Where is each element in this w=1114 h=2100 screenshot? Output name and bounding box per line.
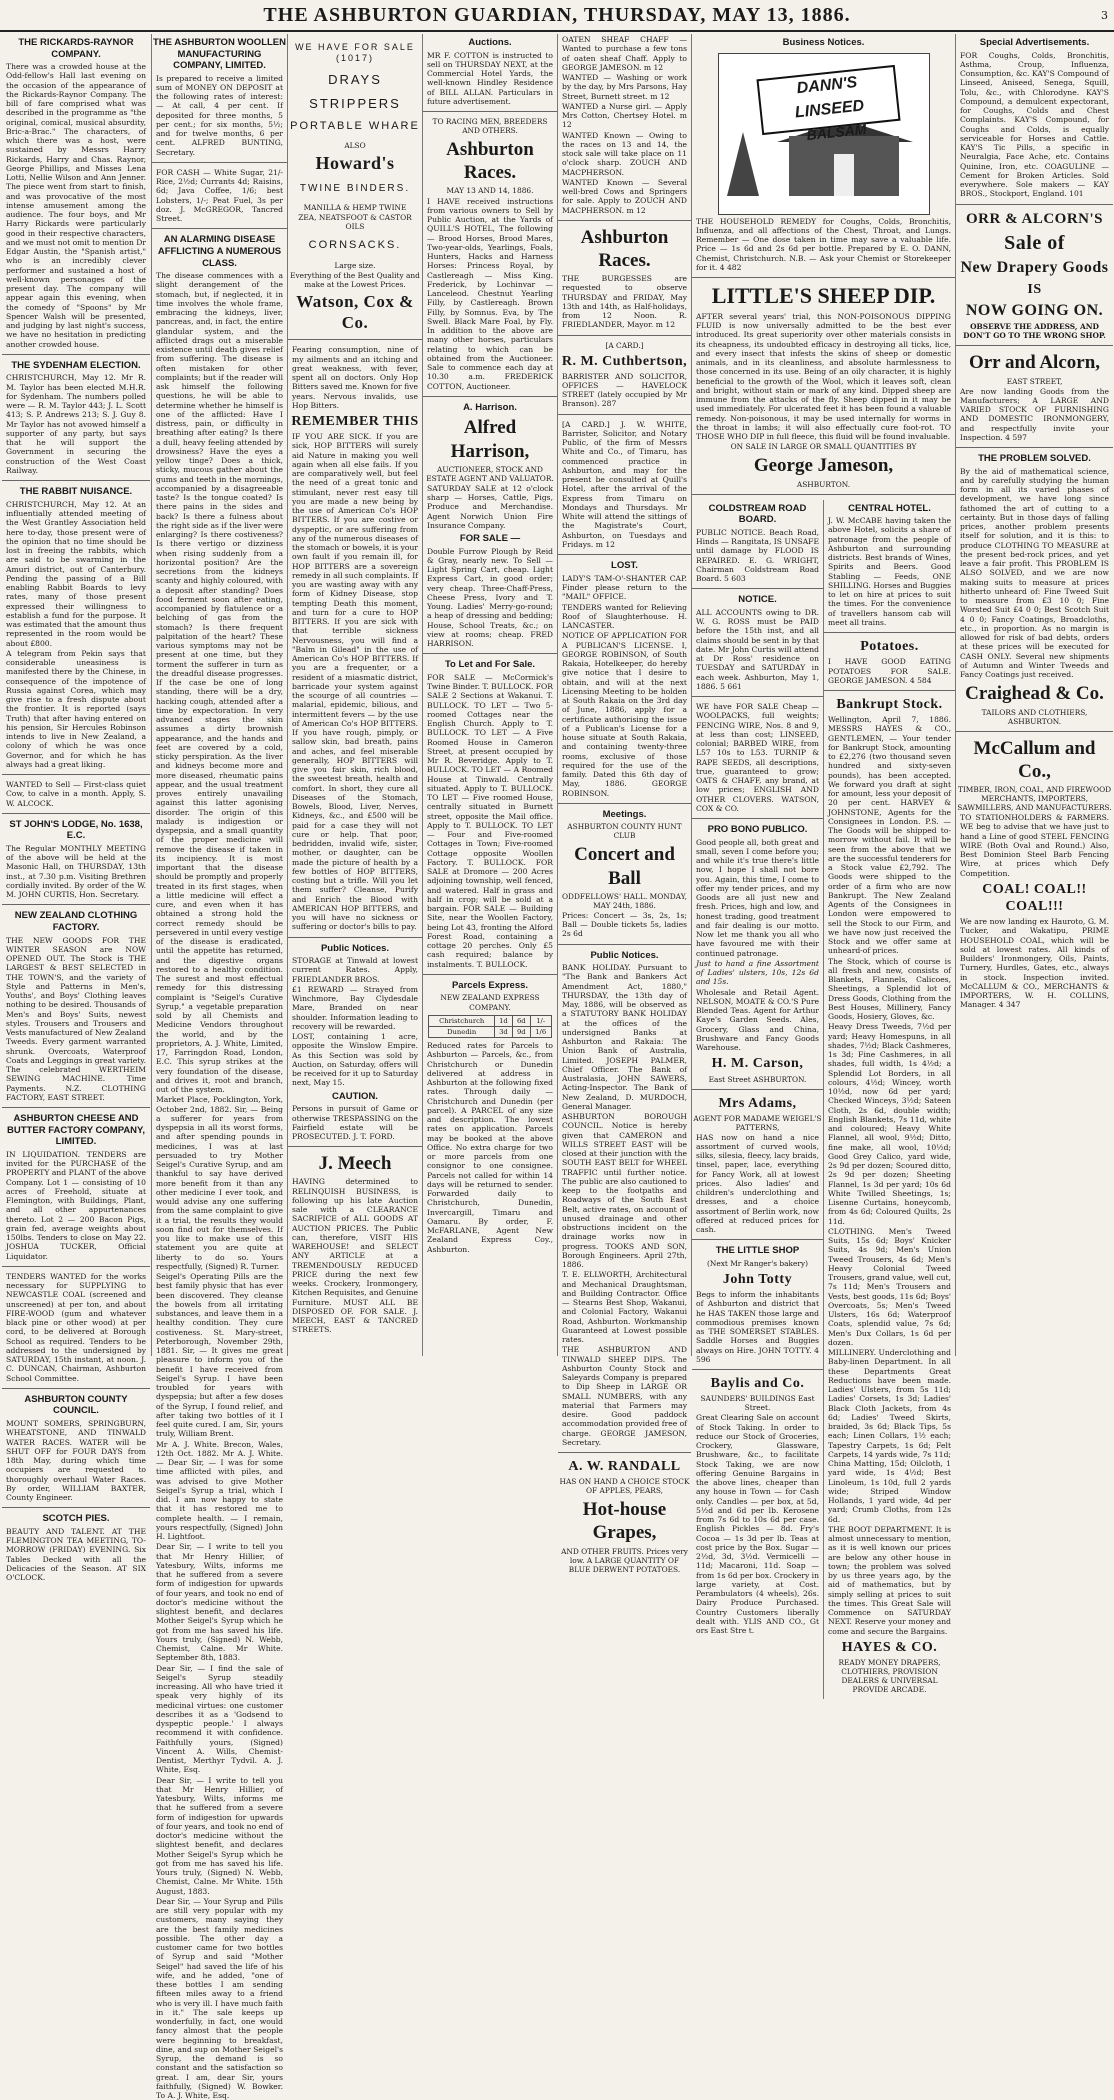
ad-body: WANTED to Sell — First-class quiet Cow, to calve in a month. Apply, S. W. ALCOCK. <box>6 780 146 808</box>
orr-alcorn-sale-ad <box>956 210 1113 347</box>
ad-body: Begs to inform the inhabitants of Ashburton and district that he HAS TAKEN those large and commodious premises known as THE SOMERSET STABLES. Saddle Horses and Buggies always on Hire. JOHN TOTTY. 4 596 <box>696 1290 819 1364</box>
price-list: Heavy Dress Tweeds, 7½d per yard; Heavy Homespuns, in all shades, 7½d; Black Cashmeres, 1s 3d; Fine Cashmeres, in all shades, full width, 1s 4½d; a Splendid Lot Borders, in all colours, 4½d; Wincey, worth 10½d, now 6d per yard; Checked Winceys, 3½d; Sateen Cloth, 2s 6d, double width; English Blankets, 7s 11d, white and coloured; Heavy White Flannel, all wool, 9½d; Ditto, fine make, all wool, 10½d; Good Grey Calico, yard wide, 2s 9d per dozen; Scoured ditto, 2s 9d per dozen; Sheeting Flannel, 1s 3d per yard; 10s 6d White Twilled Sheetings, 1s; Lisenne Curtains, honeycomb, from 4s 6d; Coloured Quilts, 2s 11d. <box>828 1022 951 1226</box>
ad-body: FOR CASH — White Sugar, 21/- Rice, 2½d; Currants 4d; Raisins, 6d; Java Coffee, 1/6; best Lobsters, 1/-; Peat Fuel, 3s per doz. J. McGREGOR, Tancred Street. <box>156 167 283 224</box>
column-1 <box>2 34 150 1583</box>
ad-headline: FOR SALE — <box>459 533 521 544</box>
notice-headline: THE ASHBURTON WOOLLEN MANUFACTURING COMPANY, LIMITED. <box>153 37 286 72</box>
ad-headline: Potatoes. <box>860 639 919 655</box>
ad-line: DRAYS <box>328 71 382 87</box>
ad-body: AFTER several years' trial, this NON-POISONOUS DIPPING FLUID is now universally admitted to be the best ever introduced. Its great superiority over other materials consists in its cheapness, its undoubted efficacy in destroying all ticks, lice, and every insect that infests the skins of sheep or domestic animals, and in its cleanliness, and absolute harmlessness to those concerned in its use. Being of an oily character, it is highly beneficial to the growth of the Wool, which it leaves soft, clean and bright, without stain or mark of any kind. Dipped sheep are immune from the attacks of the fly. Sheep dipped in it may be used immediately. For ulcerated feet it has been found a valuable remedy. Non-poisonous, it may be used internally for worms in the throat in lambs; it will also effectually cure foot-rot. TO THOSE WHO DIP in full fleece, this fluid will be found invaluable. <box>696 311 951 442</box>
parcels-express-ad <box>423 980 557 1254</box>
article-body: CHRISTCHURCH, May 12. Mr R. M. Taylor has been elected M.H.R. for Sydenham. The numbers polled were — R. M. Taylor 443; J. L. Scott 413; S. P. Andrews 213; S. J. Guy 8. Mr Taylor has not avowed himself a supporter of any party, but says that he will support the Government in securing the construction of the West Coast Railway. <box>6 373 146 475</box>
craighead-tailor-ad <box>956 453 1113 732</box>
ad-body: Great Clearing Sale on account of Stock Taking. In order to reduce our Stock of Groceries, Crockery, Glassware, Brushware, &c., to facilitate Stock Taking, we are now offering Genuine Bargains in the above lines, cheaper than any house in Town — for Cash only. Candles — per box, at 5d, 5½d and 6d per lb. Kerosene from 7s 6d to 10s 6d per case. English Pickles — 8d. Fry's Cocoa — 1s 3d per lb. Teas at cost price by the Box. Sugar — 2½d, 3d, 3½d. Vermicelli — 11d; Macaroni, 11d. Soap — from 1s 6d per box. Crockery in large variety, at Cost. Perambulators (4 wheels), 26s. Dairy Produce Purchased. Country Customers liberally dealt with. YLIS AND CO., Gt ors East Stre t. <box>696 1413 819 1636</box>
table-row <box>429 1015 551 1026</box>
ad-line: ALSO <box>344 141 366 151</box>
sydenham-election-article <box>2 360 150 481</box>
accounts-notice <box>692 594 823 697</box>
notice-body: PUBLIC NOTICE. Beach Road, Hinds — Rangitata, IS UNSAFE until damage by FLOOD IS REPAIRED. E. G. WRIGHT, Chairman Coldstream Road Board. 5 603 <box>696 527 819 584</box>
event-date: ODDFELLOWS' HALL. MONDAY, MAY 24th, 1886. <box>562 891 687 910</box>
ad-line: PORTABLE WHARE <box>290 119 420 132</box>
ad-body: WANTED a Nurse girl. — Apply Mrs Cotton, Chertsey Hotel. m 12 <box>562 101 687 130</box>
central-hotel-ad <box>824 503 955 634</box>
potatoes-ad <box>824 638 955 691</box>
notice-headline: LOST. <box>611 560 638 572</box>
advertiser-name: Craighead & Co. <box>965 683 1104 705</box>
notice-headline: CAUTION. <box>332 1090 378 1102</box>
section-heading: Auctions. <box>468 37 512 48</box>
advertiser-name: Watson, Cox & Co. <box>296 291 414 332</box>
harrison-auctioneer-ad <box>423 402 557 655</box>
advertiser-name: A. W. RANDALL <box>568 1459 681 1475</box>
ad-body: I HAVE GOOD EATING POTATOES FOR SALE. GEORGE JAMESON. 4 584 <box>828 657 951 685</box>
cow-for-sale-ad <box>2 780 150 814</box>
little-shop-ad <box>692 1245 823 1370</box>
woolpacks-ad <box>692 702 823 819</box>
ad-foot: ON SALE IN LARGE OR SMALL QUANTITIES BY <box>730 442 917 452</box>
carson-ad <box>692 824 823 1089</box>
ad-body: Are now landing Goods from the Manufacturers; A LARGE AND VARIED STOCK OF FURNISHING AND DOMESTIC IRONMONGERY, and respectfully invite your Inspection. 4 597 <box>960 386 1109 442</box>
card-body: [A CARD.] J. W. WHITE, Barrister, Solicitor, and Notary Public, of the firm of Messrs White and Co., of Timaru, has commenced practice in Ashburton, and may for the present be consulted at Quill's Hotel, after the arrival of the Express from Timaru on Mondays and Thursdays. Mr White will attend the sittings of the Magistrate's Court, Ashburton, on Tuesdays and Fridays. m 12 <box>562 419 687 549</box>
to-let-section <box>423 659 557 975</box>
card-body: BARRISTER AND SOLICITOR, OFFICES — HAVELOCK STREET (lately occupied by Mr Branson). 287 <box>562 371 687 409</box>
coal-tender-notice <box>2 1272 150 1389</box>
ad-subhead: (Next Mr Ranger's bakery) <box>707 1259 808 1269</box>
testimonial: Dear Sir, — I write to tell you that Mr Henry Hillier, of Yatesbury, Wilts, informs me that he suffered from a severe form of indigestion for upwards of four years, and took no end of doctor's medicine without the slightest benefit, and declares Mother Seigel's Syrup which he got from me has saved his life. Yours truly, (Signed) N. Webb, Chemist, Calne. Mr White. September 8th, 1883. <box>156 1542 283 1663</box>
article-headline: THE SYDENHAM ELECTION. <box>11 359 141 371</box>
table-cell: 1d <box>494 1015 512 1026</box>
ad-headline: COAL! COAL!! COAL!!! <box>982 881 1087 914</box>
ad-body: Fearing consumption, nine of my ailments and an itching and great weakness, with fever, spent all on doctors. Only Hop Bitters saved me. Known for five years. Nervous invalids, use Hop Bitters. <box>292 345 418 410</box>
cuthbertson-card <box>558 341 691 415</box>
event-prices: Prices: Concert — 3s, 2s, 1s; Ball — Double tickets 5s, ladies 2s 6d <box>562 910 687 939</box>
ad-line: MANILLA & HEMP TWINE <box>303 203 407 213</box>
table-cell: Dunedin <box>429 1026 495 1037</box>
ad-line: Sale of <box>1004 231 1065 254</box>
article-body: A telegram from Pekin says that considerable uneasiness is manifested there by the Chinese, in consequence of the impotence of Russia against Corea, which may give rise to a fresh dispute about the frontier. It is reported (says Truth) that after having entered on his pension, Sir Hercules Robinson intends to live in New Zealand, a colony of which he was once Governor, and for which he has always had a great liking. <box>6 648 146 769</box>
ad-line: IS <box>1027 281 1042 297</box>
hop-bitters-ad <box>288 345 422 937</box>
ad-line: WE HAVE FOR SALE (1017) <box>295 42 415 63</box>
article-headline: THE RABBIT NUISANCE. <box>19 486 133 498</box>
advertiser-name: George Jameson, <box>753 455 894 477</box>
ad-headline: ASHBURTON CHEESE AND BUTTER FACTORY COMPANY, LIMITED. <box>7 1113 145 1148</box>
notice-body: Persons in pursuit of Game or otherwise TRESPASSING on the Fairfield estate will be PROSECUTED. J. T. FORD. <box>292 1104 418 1142</box>
ad-body: WE have FOR SALE Cheap — WOOLPACKS, full weights; FENCING WIRE, Nos. 8 and 9, at less than cost; LINSEED, colonial; BARBED WIRE, from L57 10s to L53. TURNIP & RAPE SEEDS, all descriptions, true, guaranteed to grow; OATS & CHAFF, any brand, at low prices; ENGLISH AND OTHER CLOVERS. WATSON, COX & CO. <box>696 702 819 813</box>
notice-headline: ASHBURTON COUNTY COUNCIL. <box>24 1393 128 1417</box>
table-cell: 6d <box>512 1015 530 1026</box>
page-number: 3 <box>1101 9 1108 22</box>
randall-fruit-ad <box>558 1458 691 1574</box>
auctions-section <box>423 37 557 112</box>
lost-notice <box>558 560 691 804</box>
ad-headline: LITTLE'S SHEEP DIP. <box>711 283 936 309</box>
section-heading: To Let and For Sale. <box>444 659 536 671</box>
ad-body: SATURDAY SALE at 12 o'clock sharp — Horses, Cattle, Pigs, Produce and Merchandise. Agent Norwich Union Fire Insurance Company. <box>427 483 553 530</box>
sign-line-2: LINSEED <box>793 96 865 122</box>
notice-body: THE BURGESSES are requested to observe THURSDAY and FRIDAY, May 13th and 14th, as Half-holidays, from 12 Noon. R. FRIEDLANDER, Mayor. m 12 <box>562 274 687 330</box>
table-row <box>429 1026 551 1037</box>
white-solicitor-card <box>558 420 691 556</box>
notice-body: ASHBURTON BOROUGH COUNCIL. Notice is hereby given that CAMERON and WILLS STREET EAST will be closed at their junction with the SOUTH EAST BELT for WHEEL TRAFFIC until further notice. The public are also cautioned to keep to the footpaths and Roadways of the South East Belt, active rates, on account of unused drainage and other obstructions incident on the drainage works now in progress. TOOKS AND SON, Borough Engineers. April 27th, 1886. <box>562 1112 687 1270</box>
ad-line: OBSERVE THE ADDRESS, AND DON'T GO TO THE WRONG SHOP. <box>963 322 1106 341</box>
ad-line: Everything of the Best Quality and make at the Lowest Prices. <box>290 270 420 289</box>
advertiser-location: ASHBURTON. <box>796 479 851 489</box>
meech-clearance-ad <box>288 1152 422 1334</box>
kays-compound-ad <box>956 37 1113 205</box>
ad-headline: AN ALARMING DISEASE AFFLICTING A NUMEROUS CLASS. <box>157 234 282 269</box>
ad-line: ZEA, NEATSFOOT & CASTOR OILS <box>298 213 412 232</box>
balsam-illustration <box>718 53 930 215</box>
table-cell: 1/- <box>530 1015 551 1026</box>
ad-subhead: TAILORS AND CLOTHIERS, ASHBURTON. <box>981 707 1088 726</box>
table-cell: Christchurch <box>429 1015 495 1026</box>
ad-body: HAVING determined to RELINQUISH BUSINESS, is following up his late Auction sale with a CLEARANCE SACRIFICE of ALL GOODS AT AUCTION PRICES. The Public can, therefore, VISIT HIS WAREHOUSE! and SELECT ANY ARTICLE at a TREMENDOUSLY REDUCED PRICE during the next few weeks. Crockery, Ironmongery, Kitchen Requisites, and Genuine Furniture. MUST ALL BE DISPOSED OF. FOR SALE. J. MEECH, EAST & TANCRED STREETS. <box>292 1177 418 1335</box>
ad-body: THE BOOT DEPARTMENT. It is almost unnecessary to mention, as it is well known our prices are below any other house in town; the problem was solved by us three years ago, by the aid of mathematics, but by simply selling at prices to suit the times. This Great Sale will Commence on SATURDAY NEXT. Reserve your money and come and secure the Bargains. <box>828 1524 951 1636</box>
tree-shape <box>727 132 759 196</box>
ad-line: New Drapery Goods <box>960 259 1109 277</box>
notice-headline: NOTICE. <box>738 594 777 606</box>
masthead <box>0 0 1114 32</box>
ad-feature: Hot-house Grapes, <box>582 1499 667 1544</box>
ad-body: THE HOUSEHOLD REMEDY for Coughs, Colds, Bronchitis, Influenza, and all affections of the Chest, Throat, and Lungs. Remember — One dose taken in time may save a valuable life. Price — 1s 6d and 2s 6d per bottle. Prepared by E. O. DANN, Chemist, Christchurch. N.B. — Ask your Chemist or Storekeeper for it. 4 482 <box>696 216 951 272</box>
door-shape <box>834 154 854 196</box>
baylis-ad <box>692 1375 823 1635</box>
notice-headline: COLDSTREAM ROAD BOARD. <box>708 502 807 526</box>
card-label: [A CARD.] <box>605 340 644 350</box>
notice-body: STORAGE at Tinwald at lowest current Rates. Apply, FRIEDLANDER BROS. <box>292 956 418 984</box>
races-holiday-notice <box>558 226 691 336</box>
advertiser-name: HAYES & CO. <box>841 1639 938 1655</box>
sign-line-1: DANN'S <box>795 73 858 97</box>
section-heading: Public Notices. <box>320 942 390 954</box>
notice-headline: ST JOHN'S LODGE, No. 1638, E.C. <box>9 818 143 842</box>
ad-line: NOW GOING ON. <box>965 301 1104 319</box>
ad-headline: NEW ZEALAND CLOTHING FACTORY. <box>14 910 138 934</box>
masthead-title: THE ASHBURTON GUARDIAN, THURSDAY, MAY 13, 1886. <box>263 4 851 26</box>
advertiser-name: John Totty <box>722 1272 793 1288</box>
advertiser-name: Orr and Alcorn, <box>968 352 1101 374</box>
notice-body: LADY'S TAM-O'-SHANTER CAP. Finder please return to the "MAIL" OFFICE. <box>562 573 687 602</box>
ad-headline: THE LITTLE SHOP <box>715 1245 800 1257</box>
ad-subhead: TIMBER, IRON, COAL, AND FIREWOOD MERCHANTS, IMPORTERS, SAWMILLERS, AND MANUFACTURERS. <box>957 785 1112 813</box>
ad-body: The disease commences with a slight derangement of the stomach, but, if neglected, it in time involves the whole frame, embracing the kidneys, liver, pancreas, and, in fact, the entire glandular system, and the afflicted drags out a miserable existence until death gives relief from suffering. The disease is often mistaken for other complaints; but if the reader will ask himself the following questions, he will be able to determine whether he himself is one of the afflicted: Have I distress, pain, or difficulty in breathing after eating? Is there a dull, heavy feeling attended by drowsiness? Have the eyes a yellow tinge? Does a thick, sticky, mucous gather about the gums and teeth in the mornings, accompanied by a disagreeable taste? Is the tongue coated? Is there pains in the sides and back? Is there a fulness about the right side as if the liver were enlarging? Is there costiveness? Is there vertigo or dizziness when rising suddenly from a horizontal position? Are the secretions from the kidneys scanty and highly coloured, with a deposit after standing? Does food ferment soon after eating, accompanied by flatulence or a belching of gas from the stomach? Is there frequent palpitation of the heart? These various symptoms may not be present at one time, but they torment the sufferer in turn as the dreadful disease progresses. If the case be one of long standing, there will be a dry, hacking cough, attended after a time by expectoration. In very advanced stages the skin assumes a dirty brownish appearance, and the hands and feet are covered by a cold, sticky perspiration. As the liver and kidneys become more and more diseased, rheumatic pains appear, and the usual treatment proves entirely unavailing against this latter agonising disorder. The origin of this malady is indigestion or dyspepsia, and a small quantity of the proper medicine will remove the disease if taken in its incipiency. It is most important that the disease should be promptly and properly treated in its first stages, when a little medicine will effect a cure, and even when it has obtained a strong hold the correct remedy should be persevered in until every vestige of the disease is eradicated, until the appetite has returned, and the digestive organs restored to a healthy condition. The surest and most effectual remedy for this distressing complaint is "Seigel's Curative Syrup," a vegetable preparation sold by all Chemists and Medicine Vendors throughout the world, and by the proprietors, A. J. White, Limited, 17, Farringdon Road, London, E.C. This syrup strikes at the very foundation of the disease, and drives it, root and branch, out of the system. <box>156 271 283 1095</box>
watson-cox-ad <box>288 42 422 340</box>
ad-body: The Stock, which of course is all fresh and new, consists of Blankets, Flannels, Calicoes, Sheetings, a Splendid lot of Dress Goods, Clothing from the Best Houses, Millinery, Fancy Goods, Hosiery, Gloves, &c. <box>828 956 951 1022</box>
price-list: MILLINERY. Underclothing and Baby-linen Department. In all these Departments Great Reductions have been made. Ladies' Ulsters, from 5s 11d; Ladies' Corsets, 1s 3d; Ladies' Black Cloth Jackets, from 4s 6d; Ladies' Tweed Skirts, braided, 3s 6d; Black Tips, 5s each; Linen Collars, 1½ each; Tapestry Carpets, 1s 6d; Felt Carpets, 14 yards wide, 7s 11d; China Matting, 15d; Oilcloth, 1 yard wide, 1s 4½d; Best Linoleum, 1s 10d, full 2 yards wide; Striped Window Hollands, 1 yard wide, 4d per yard; Crumb Cloths, from 12s 6d. <box>828 1348 951 1524</box>
testimonial: Seigel's Operating Pills are the best family physic that has ever been discovered. They cleanse the bowels from all irritating substances, and leave them in a healthy condition. They cure costiveness. St. Mary-street, Peterborough, November 29th, 1881. Sir, — It gives me great pleasure to inform you of the benefit I have received from Seigel's Syrup. I have been troubled for years with dyspepsia; but after a few doses of the Syrup, I found relief, and after taking two bottles of it I feel quite cured. I am, Sir, yours truly, William Brent. <box>156 1272 283 1439</box>
ad-body: OATEN SHEAF CHAFF — Wanted to purchase a few tons of oaten sheaf Chaff. Apply to GEORGE JAMESON. m 12 <box>562 35 687 72</box>
testimonial: Market Place, Pocklington, York, October 2nd, 1882. Sir, — Being a sufferer for years from dyspepsia in all its worst forms, and after spending pounds in medicines, I was at last persuaded to try Mother Seigel's Curative Syrup, and am thankful to say have derived more benefit from it than any other medicine I ever took, and would advise any one suffering from the same complaint to give it a trial, the results they would soon find out for themselves. If you like to make use of this statement you are quite at liberty to do so. Yours respectfully, (Signed) R. Turner. <box>156 1095 283 1271</box>
notice-body: T. E. ELLWORTH, Architectural and Mechanical Draughtsman, and Building Contractor. Office — Stearns Best Shop, Wakanui, and Colonial Factory, Wakanui Road, Ashburton. Workmanship Guaranteed at Lowest possible rates. <box>562 1270 687 1345</box>
article-body: There was a crowded house at the Odd-fellow's Hall last evening on the occasion of the appearance of the Rickards-Raynor Company. The bill of fare comprised what was described in the programme as "the original, comical, musical absurdity, Bric-a-Brac." The characters, of which there was a host, were sustained by Messrs Harry Rickards, Harry and Chas. Raynor, George Phillips, and Misses Lena Lotti, Nellie Wilson and Ann Jenner. The piece went from start to finish, and was provocative of the most intense amusement among the audience. The four boys, and Mr Harry Rickards were particularly good in their respective characters, and we must not omit to mention Dr Edgar Austin, the "Spanish artist," who is an incredibly clever performer and sustained a host of well-known personages of the present day. The company will appear again this evening, when the comedy of "Spoons" by Mr Spencer Walsh will be presented, and judging by last night's success, we have no hesitation in predicting another crowded house. <box>6 62 146 349</box>
road-board-notice <box>692 503 823 590</box>
mccallum-ad <box>956 737 1113 1010</box>
woollen-company-notice <box>152 37 287 163</box>
notice-body: £1 REWARD — Strayed from Winchmore, Bay Clydesdale Mare, Branded on near shoulder. Information leading to recovery will be rewarded. <box>292 984 418 1031</box>
dann-balsam-ad <box>692 37 955 278</box>
grocery-cash-ad <box>152 168 287 230</box>
ad-subhead: AGENT FOR MADAME WEIGEL'S PATTERNS, <box>693 1113 822 1132</box>
county-council-notice <box>2 1394 150 1508</box>
ad-subhead: NEW ZEALAND EXPRESS COMPANY. <box>440 993 540 1012</box>
seigel-syrup-ad <box>152 234 287 2100</box>
notice-body: TENDERS wanted for Relieving Roof of Slaughterhouse. H. LANCASTER. <box>562 602 687 631</box>
section-heading: Public Notices. <box>590 949 659 961</box>
ad-body: HAS ON HAND A CHOICE STOCK OF APPLES, PEARS, <box>559 1477 690 1496</box>
ad-line: CORNSACKS. <box>308 239 402 252</box>
cheese-factory-tender <box>2 1113 150 1267</box>
ad-subhead: SAUNDERS' BUILDINGS East Street. <box>700 1394 815 1413</box>
bankrupt-stock-ad <box>824 696 955 1694</box>
price-list: CLOTHING. Men's Tweed Suits, 15s 6d; Boys' Knicker Suits, 4s 9d; Men's Union Tweed Trousers, 4s 6d; Men's Heavy Colonial Tweed Trousers, grand value, well cut, 7s 11d; Men's Trousers and Vests, best goods, 11s 6d; Boys' Overcoats, 5s; Men's Tweed Ulsters, 16s 6d; Waterproof Coats, splendid value, 7s 6d; Men's Dux Collars, 1s 6d per dozen. <box>828 1226 951 1347</box>
advertiser-name: McCallum and Co., <box>973 737 1096 782</box>
section-heading: Business Notices. <box>782 37 865 48</box>
ad-body: Good people all, both great and small, seven I come before you; and while it's true there's little now, I hope I shall not bore you. Again, this time, I come to offer my tender prices, and my Goods are all just new and fresh. Prices, high and low, and honest trading, good treatment and fair dealing is our motto. Now let me thank you all who have favoured me with their continued patronage. <box>696 837 819 958</box>
testimonial: Dear Sir, — I write to tell you that Mr Henry Hillier, of Yatesbury, Wilts, informs me that he suffered from a severe form of indigestion for upwards of four years, and took no end of doctor's medicine without the slightest benefit, and declares Mother Seigel's Syrup which he got from me has saved his life. Yours truly, (Signed) N. Webb, Chemist, Calne. Mr White. 15th August, 1883. <box>156 1775 283 1896</box>
wanted-ads <box>558 35 691 221</box>
rabbit-nuisance-article <box>2 486 150 775</box>
event-name: Concert and Ball <box>574 844 675 889</box>
ad-headline: PRO BONO PUBLICO. <box>707 824 808 836</box>
advertiser-location: East Street ASHBURTON. <box>708 1074 807 1084</box>
ad-body: WANTED Known — Several well-bred Cows and Springers for sale. Apply to ZOUCH AND MACPHERSON. m 12 <box>562 177 687 215</box>
ad-body: TENDERS WANTED for the works necessary for SUPPLYING to NEWCASTLE COAL (screened and unscreened) at per ton, and about FIRE-WOOD (gum and whatever black pine or other wood) at per cord, to be delivered at Borough School as required. Tenders to be addressed to the undersigned by SATURDAY, 15th instant, at noon. J. C. DUNCAN, Chairman, Ashburton School Committee. <box>6 1271 146 1383</box>
advertiser-name: H. M. Carson, <box>711 1056 804 1072</box>
ad-headline: SCOTCH PIES. <box>42 1513 110 1525</box>
auction-dates: MAY 13 AND 14, 1886. <box>446 186 534 196</box>
ad-headline: THE PROBLEM SOLVED. <box>978 453 1091 465</box>
concert-ball-notice <box>558 809 691 945</box>
orr-alcorn-ironmongery-ad <box>956 351 1113 448</box>
auction-headline: Ashburton Races. <box>446 139 534 184</box>
public-notices-2 <box>558 950 691 1454</box>
notice-headline: Ashburton Races. <box>580 226 669 271</box>
column-6 <box>691 34 955 1695</box>
notice-body: The Regular MONTHLY MEETING of the above will be held at the Masonic Hall, on THURSDAY, 13th inst., at 7.30 p.m. Visiting Brethren cordially invited. By order of the W. M. JOHN CURTIS, Hon. Secretary. <box>6 843 146 900</box>
ad-body: HAS now on hand a nice assortment of curved wools, silks, silesia, fleecy, lacy braids, tinsel, paper, lace, everything for Fancy Work, all at lowest prices. Also ladies' and children's underclothing and dresses, and a choice assortment of Berlin work, now offered at reduced prices for cash. <box>696 1132 819 1235</box>
clothing-factory-ad <box>2 910 150 1108</box>
article-body: CHRISTCHURCH, May 12. At an influentially attended meeting of the West Grantley Association held here to-day, those present were of the opinion that no time should be lost in freeing the rabbits, which are said to be swarming in the Amuri district, out of Canterbury. Pending the passing of a Bill enabling Rabbit Boards to levy rates, many of those present expressed their willingness to establish a fund for the purpose. It was estimated that the amount thus represented in the room would be about £800. <box>6 499 146 648</box>
notice-body: BANK HOLIDAY. Pursuant to "The Bank and Bankers Act Amendment Act, 1880," THURSDAY, the 13th day of May, 1886, will be observed as a STATUTORY BANK HOLIDAY at the offices of the undersigned Banks at Ashburton and Rakaia: The Union Bank of Australia, Limited. JOSEPH PALMER, Chief Officer. The Bank of Australasia, JOHN SAWERS, Acting-Inspector. The Bank of New Zealand, D. MURDOCH, General Manager. <box>562 963 687 1111</box>
ad-subhead: AUCTIONEER, STOCK AND ESTATE AGENT AND VALUATOR. <box>426 464 554 483</box>
ad-line: Howard's <box>315 153 395 174</box>
ad-body: FOR Coughs, Colds, Bronchitis, Asthma, Croup, Influenza, Consumption, &c. KAY'S Compound of Linseed, Aniseed, Senega, Squill, Tolu, &c., with Chlorodyne. KAY'S Compound, a demulcent expectorant, for Coughs, Colds and Chest Complaints. KAY'S Compound, for Coughs and Colds, is equally serviceable for Horses and Cattle. KAY'S Tic Pills, a specific in Neuralgia, Face Ache, etc. Contains Quinine, Iron, etc. COAGULINE — Cement for Broken Articles. Sold everywhere. Sole makers — KAY BROS., Stockport, England. 101 <box>960 50 1109 199</box>
adams-ad <box>692 1095 823 1241</box>
ad-body: Wholesale and Retail Agent. NELSON, MOATE & CO.'S Pure Blended Teas. Agent for Arthur Kaye's Garden Seeds. Ales, Grocery, Glass and China, Brushware and Fancy Goods Warehouse. <box>696 987 819 1053</box>
advertiser-name: Baylis and Co. <box>710 1376 805 1392</box>
sign-line-3: BALSAM <box>805 120 867 143</box>
ad-headline: REMEMBER THIS <box>291 414 419 430</box>
ad-sidebar: Just to hand a fine Assortment of Ladies' ulsters, 10s, 12s 6d and 15s. <box>696 958 819 987</box>
tea-meeting-ad <box>2 1513 150 1582</box>
advertiser-location: EAST STREET, <box>1006 376 1063 386</box>
ad-body: AND OTHER FRUITS. Prices very low. A LARGE QUANTITY OF BLUE DERWENT POTATOES. <box>561 1546 688 1574</box>
advertiser-name: Mrs Adams, <box>718 1095 797 1111</box>
ad-body: Wellington, April 7, 1886. MESSRS HAYES & CO., GENTLEMEN, — Your tender for Bankrupt Stock, amounting to £2,276 (two thousand seven hundred and sixty-seven pounds), has been accepted. We forward you draft at sight for amount, less your deposit of 20 per cent. HARVEY & JOHNSTONE, Agents for the Consignees in London. P.S. — The Goods will be shipped to-morrow without fail. It will be seen from the above that we are the successful tenderers for a Stock value £2,792. The Goods were shipped to the order of a firm who are now Bankrupt. The New Zealand Agents of the Consignees in London were empowered to sell the Stock to our Firm, and we have now just received the Stock and we offer same at unheard-of prices. <box>828 715 951 956</box>
ad-body: J. W. McCABE having taken the above Hotel, solicits a share of patronage from the people of Ashburton and surrounding districts. Best brands of Wines, Spirits and Beers. Good Stabling — Feeds, ONE SHILLING. Horses and Buggies to let on hire at prices to suit the times. For the convenience of travellers hansom cab will meet all trains. <box>828 516 951 627</box>
ad-body: WANTED — Washing or work by the day, by Mrs Parsons, Hay Street, Burnett street. m 12 <box>562 73 687 101</box>
table-cell: 9d <box>512 1026 530 1037</box>
table-cell: 1/6 <box>530 1026 551 1037</box>
ad-body: IN LIQUIDATION. TENDERS are invited for the PURCHASE of the PROPERTY and PLANT of the above Company. Lot 1 — consisting of 10 acres of Freehold, situate at Flemington, with Buildings, Plant, and all other appurtenances thereto. Lot 2 — 200 Bacon Pigs, grain fed, average weights about 150lbs. Tenders to close on May 22. JOSHUA TUCKER, Official Liquidator. <box>6 1149 146 1261</box>
left-subcolumn <box>692 500 824 1699</box>
event-host: ASHBURTON COUNTY HUNT CLUB <box>567 822 682 841</box>
rickards-raynor-article <box>2 37 150 355</box>
ad-headline: ORR & ALCORN'S <box>965 210 1103 227</box>
advertiser-name: R. M. Cuthbertson, <box>561 353 688 369</box>
ad-body: WANTED Known — Owing to the races on 13 and 14, the stock sale will take place on 11 o'clock sharp. ZOUCH AND MACPHERSON. <box>562 130 687 177</box>
column-3 <box>287 34 422 1356</box>
auction-subhead: TO RACING MEN, BREEDERS AND OTHERS. <box>432 117 548 136</box>
table-cell: 3d <box>494 1026 512 1037</box>
ad-body: We are now landing ex Hauroto, G. M. Tucker, and Wakatipu, PRIME HOUSEHOLD COAL, which will be sold at lowest rates. All kinds of Builders' Ironmongery, Oils, Paints, Turnery, Hurdles, Gates, etc., always in stock. Inspection invited. McCALLUM & CO., MERCHANTS & IMPORTERS, W. H. COLLINS, Manager. 4 347 <box>960 917 1109 1010</box>
section-heading: Parcels Express. <box>451 979 529 991</box>
ad-body: Double Furrow Plough by Reid & Gray, nearly new. To Sell — Light Spring Cart, cheap. Light Express Cart, in good order; very cheap. Three-Chaff-Press, Cheese Press, Ivory and T. Young. Ladies' Merry-go-round; a heap of dressing and bedding; House, School Treats, &c.; on view at rooms; cheap. FRED HARRISON. <box>427 546 553 649</box>
notice-body: MOUNT SOMERS, SPRINGBURN, WHEATSTONE, AND TINWALD WATER RACES. WATER will be SHUT OFF for FOUR DAYS from 18th May, during which time occupiers are requested to thoroughly overhaul Water Races. By order, WILLIAM BAXTER, County Engineer. <box>6 1419 146 1503</box>
auction-body: I HAVE received instructions from various owners to Sell by Public Auction, at the Yards of QUILL'S HOTEL, The following — Brood Horses, Brood Mares, Two-year-olds, Yearlings, Foals, Hunters, Hacks and Harness Horses: Princess Royal, by Castlereagh — Miss King. Frederick, by Lochinvar — Lanceleod. Chestnut Yearling Filly, by Castlereagh. Brown Filly, by Somnus. Eva, by The Swell. Black Mare Foal, by Fly. In addition to the above are many other horses, particulars relating to which can be obtained from the Auctioneer. Sale to commence each day at 10.30 a.m. FREDERICK COTTON, Auctioneer. <box>427 196 553 391</box>
ad-line: Large size. <box>334 260 376 270</box>
article-headline: THE RICKARDS-RAYNOR COMPANY. <box>18 37 134 60</box>
ad-body: By the aid of mathematical science, and by carefully studying the human form in all its varied phases of development, we have long since fathomed the art of cutting to a certainty. But in those days of falling prices, another problem presents itself for solution, and it is this: to produce CLOTHING TO MEASURE at the present bed-rock prices, and yet leave a fair profit. This PROBLEM IS ALSO SOLVED, and we are now making suits to measure at prices hitherto unheard of: Fine Tweed Suit to measure from £3 10 0; Fine Worsted Suit £4 0 0; Best Scotch Suit 4 0 0; Fancy Coatings, Broadcloths, etc., in proportion. As no margin is allowed for risk of bad debts, orders at these prices will be executed for CASH ONLY. Several new shipments of Autumn and Winter Tweeds and Fancy Coatings just received. <box>960 466 1109 680</box>
ad-body: BEAUTY AND TALENT. AT THE FLEMINGTON TEA MEETING, TO-MORROW (FRIDAY) EVENING. Six Tables Decked with all the Delicacies of the Season. AT SIX O'CLOCK. <box>6 1526 146 1583</box>
advertiser-tagline: READY MONEY DRAPERS, CLOTHIERS, PROVISION DEALERS & UNIVERSAL PROVIDE ARCADE. <box>838 1657 941 1695</box>
two-column-ads <box>692 500 955 1699</box>
ad-headline: CENTRAL HOTEL. <box>848 502 931 514</box>
public-notices <box>288 943 422 1148</box>
ad-body: THE NEW GOODS FOR THE WINTER SEASON are NOW OPENED OUT. The Stock is THE LARGEST & BEST SELECTED in THE TOWN'S, and the variety of Style and Patterns in Men's, Youths', and Boys' Clothing leaves nothing to be desired. Thousands of Men's and Boys' Suits, newest styles. Trousers and Trousers and Vests manufactured of New Zealand Tweeds. Every garment warranted shrunk. Overcoats, Waterproof Coats and Leggings in great variety. The celebrated WERTHEIM SEWING MACHINE. Time Payments. N.Z. CLOTHING FACTORY, EAST STREET. <box>6 935 146 1102</box>
notice-body: LOST, containing 1 acre, opposite the Winslow Empire. As this Section was sold by Auction, on Saturday, offers will be received for it up to Saturday next, May 15. <box>292 1032 418 1088</box>
notice-body: ALL ACCOUNTS owing to DR. W. G. ROSS must be PAID before the 15th inst, and all claims should be sent in by that date. Mr John Curtis will attend at Dr Ross' residence on TUESDAY and SATURDAY in each week. Ashburton, May 1, 1886. 5 661 <box>696 607 819 691</box>
auction-body: MR F. COTTON is instructed to sell on THURSDAY NEXT, at the Commercial Hotel Yards, the well-known Hindley Residence of BILL ALLAN. Particulars in future advertisement. <box>427 50 553 106</box>
section-heading: Meetings. <box>602 808 647 820</box>
right-subcolumn <box>824 500 955 1699</box>
ad-line: TWINE BINDERS. <box>299 183 411 195</box>
column-7 <box>955 34 1113 1356</box>
ad-headline: Bankrupt Stock. <box>836 697 943 713</box>
column-2 <box>151 34 287 2100</box>
notice-body: NOTICE OF APPLICATION FOR A PUBLICAN'S LICENSE. I, GEORGE ROBINSON, of South Rakaia, Hotelkeeper, do hereby give notice that I desire to obtain, and will at the next Licensing Meeting to be holden at South Rakaia on the 3rd day of June, 1886, apply for a certificate authorising the issue of a Publican's License for a house situate at South Rakaia, and containing twenty-three rooms, exclusive of those required for the use of the family. Dated this 6th day of May, 1886. GEORGE ROBINSON. <box>562 631 687 798</box>
ad-body: IF YOU ARE SICK. If you are sick, HOP BITTERS will surely aid Nature in making you well again when all else fails. If you are comparatively well, but feel the need of a great tonic and stimulant, never rest easy till you are made a new being by the use of American Co's HOP BITTERS. If you are costive or dyspeptic, or are suffering from any of the numerous diseases of the stomach or bowels, it is your own fault if you remain ill, for HOP BITTERS are a sovereign remedy in all such complaints. If you are wasting away with any form of Kidney Disease, stop tempting Death this moment, and turn for a cure to HOP BITTERS. If you are sick with that terrible sickness Nervousness, you will find a "Balm in Gilead" in the use of American Co's HOP BITTERS. If you are a frequenter, or a resident of a miasmatic district, barricade your system against the scourge of all countries — malarial, epidemic, bilious, and intermittent fevers — by the use of American Co's HOP BITTERS. If you have rough, pimply, or sallow skin, bad breath, pains and aches, and feel miserable generally, HOP BITTERS will give you fair skin, rich blood, the sweetest breath, health and comfort. In short, they cure all Diseases of the Stomach, Bowels, Blood, Liver, Nerves, Kidneys, &c., and £500 will be paid for a case they will not cure or help. That poor, bedridden, invalid wife, sister, mother, or daughter, can be made the picture of health by a few bottles of HOP BITTERS, costing but a trifle. Will you let them suffer? Cleanse, Purify and Enrich the Blood with AMERICAN HOP BITTERS, and you will have no sickness or suffering or doctor's bills to pay. <box>292 432 419 932</box>
ad-body: Reduced rates for Parcels to Ashburton — Parcels, &c., from Christchurch or Dunedin delivered at address in Ashburton at the following fixed rates. Through daily — Christchurch and Dunedin (per parcel). A PARCEL of any size and description. The lowest rates on application. Parcels may be booked at the above Office. No extra charge for two or more parcels from one consignor to one consignee. Parcels not called for within 14 days will be returned to sender. Forwarded daily to Christchurch, Dunedin, Invercargill, Timaru and Oamaru. By order, F. McFARLANE, Agent New Zealand Express Coy., Ashburton. <box>427 1041 553 1254</box>
column-5 <box>557 34 691 1574</box>
rates-table <box>428 1015 551 1039</box>
notice-body: THE ASHBURTON AND TINWALD SHEEP DIPS. The Ashburton County Stock and Saleyards Company is prepared to Dip Sheep in LARGE OR SMALL NUMBERS, with any material that Farmers may desire. Good paddock accommodation provided free of charge. GEORGE JAMESON, Secretary. <box>562 1345 687 1447</box>
lodge-meeting-notice <box>2 819 150 906</box>
ad-body: TO STATIONHOLDERS & FARMERS. WE beg to advise that we have just to hand a Line of good STEEL FENCING WIRE (Both Oval and Round.) Also, Best Dominion Steel Barb Fencing Wire, at prices which Defy Competition. <box>960 813 1109 878</box>
testimonial: Mr A. J. White. Brecon, Wales, 12th Oct. 1882. Mr A. J. White. — Dear Sir, — I was for some time afflicted with piles, and was advised to give Mother Seigel's Syrup a trial, which I did. I am now happy to state that it has restored me to complete health. — I remain, yours respectfully, (Signed) John H. Lightfoot. <box>156 1439 283 1542</box>
testimonial: Dear Sir, — Your Syrup and Pills are still very popular with my customers, many saying they are the best family medicines possible. The other day a customer came for two bottles of Syrup and said "Mother Seigel" had saved the life of his wife, and he added, "one of these bottles I am sending fifteen miles away to a friend who is very ill. I have much faith in it." The sale keeps up wonderfully, in fact, one would fancy almost that the people were beginning to breakfast, dine, and sup on Mother Seigel's Syrup, the demand is so constant and the satisfaction so great. I am, dear Sir, yours faithfully, (Signed) W. Bowker. To A. J. White, Esq. <box>156 1896 283 2100</box>
testimonial: Dear Sir, — I find the sale of Seigel's Syrup steadily increasing. All who have tried it speak very highly of its medicinal virtues: one customer describes it as a 'Godsend to dyspeptic people.' I always recommend it with confidence. Faithfully yours, (Signed) Vincent A. Wills, Chemist-Dentist, Merthyr Tydvil. A. J. White, Esq. <box>156 1663 283 1775</box>
notice-body: Is prepared to receive a limited sum of MONEY ON DEPOSIT at the following rates of interest: — At call, 4 per cent. If deposited for three months, 5 per cent.; for six months, 5½; and for twelve months, 6 per cent. ALFRED BUNTING, Secretary. <box>156 73 283 157</box>
ad-headline: A. Harrison. <box>463 401 517 413</box>
advertiser-name: Alfred Harrison, <box>450 417 530 462</box>
races-auction <box>423 117 557 397</box>
sheep-dip-ad <box>692 283 955 495</box>
advertiser-name: J. Meech <box>318 1153 392 1175</box>
listing-body: FOR SALE — McCormick's Twine Binder. T. BULLOCK. FOR SALE 2 Sections at Wakanui. T. BULLOCK. TO LET — Two 5-roomed Cottages near the English Church. Apply to T. BULLOCK. TO LET — A Five Roomed House in Cameron Street, at present occupied by Mr R. Beveridge. Apply to T. BULLOCK. TO LET — A Roomed House at Tinwald. Centrally situated. Apply to T. BULLOCK. TO LET — Five roomed House, centrally situated in Burnett street, opposite the Mail office. Apply to T. BULLOCK. TO LET — Four and Five-roomed Cottages in Town; Five-roomed Cottage opposite Woollen Factory. T. BULLOCK. FOR SALE at Dromore — 200 Acres adjoining township, well fenced, and watered. Half in grass and half in crop; will be sold at a bargain. FOR SALE — Building Site, near the Woollen Factory, being Lot 43, fronting the Alford Forest Road, containing a cottage 20 perches. Only £5 cash required; balance by instalments. T. BULLOCK. <box>427 672 553 969</box>
section-heading: Special Advertisements. <box>979 37 1090 48</box>
ad-line: STRIPPERS <box>309 95 401 111</box>
column-4 <box>422 34 557 1356</box>
